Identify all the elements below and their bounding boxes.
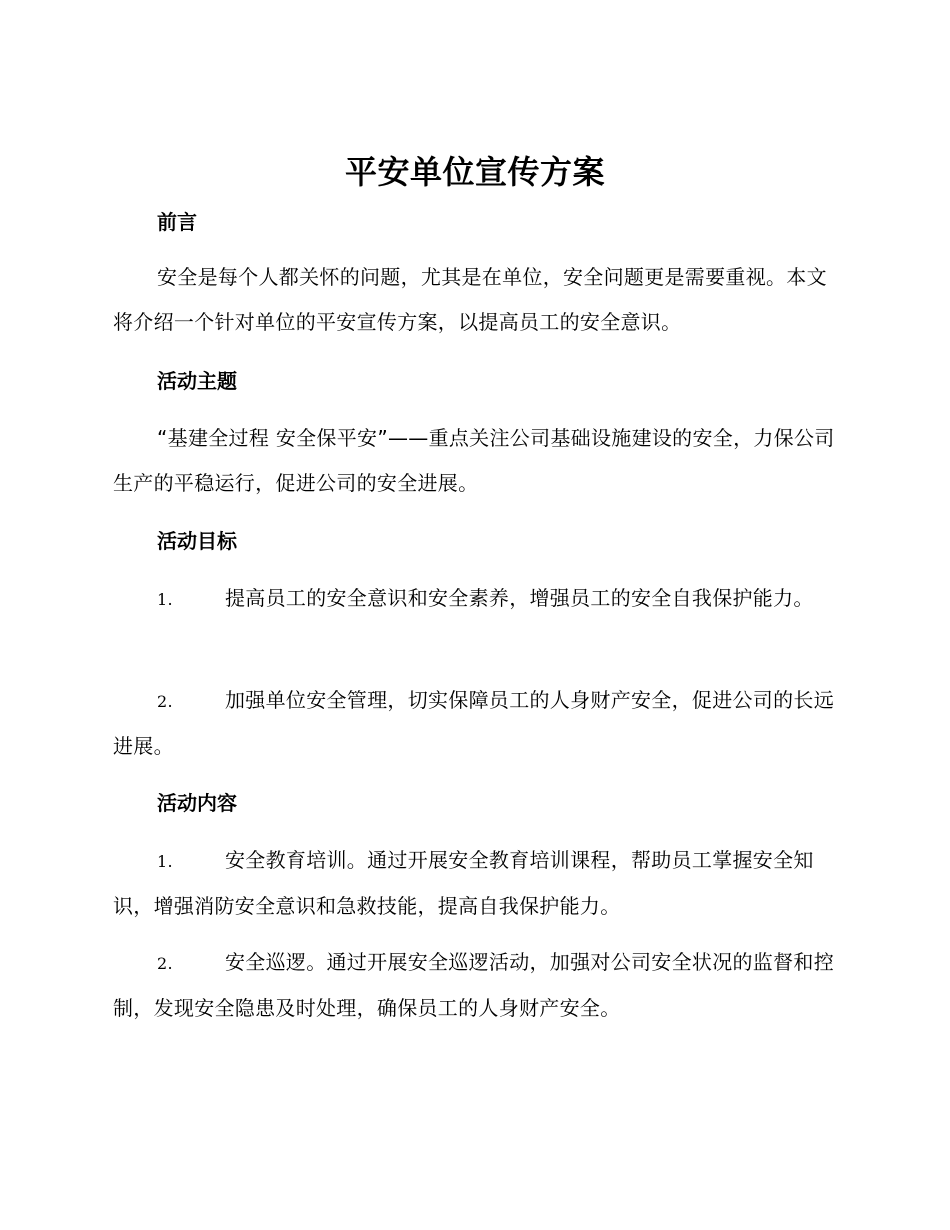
preface-paragraph: 安全是每个人都关怀的问题，尤其是在单位，安全问题更是需要重视。本文将介绍一个针对单位的平安宣传方案，以提高员工的安全意识。	[113, 265, 827, 334]
list-item-text: 加强单位安全管理，切实保障员工的人身财产安全，促进公司的长远进展。	[113, 688, 834, 758]
content-item	[113, 940, 838, 1031]
list-number: 2.	[157, 954, 173, 973]
content-item	[113, 838, 838, 929]
section-heading-content: 活动内容	[157, 791, 237, 815]
document-title: 平安单位宣传方案	[344, 153, 605, 191]
section-heading-goals: 活动目标	[157, 529, 237, 553]
goal-item	[113, 576, 838, 622]
list-item-text: 安全巡逻。通过开展安全巡逻活动，加强对公司安全状况的监督和控制，发现安全隐患及时处理，确保员工的人身财产安全。	[113, 950, 834, 1020]
list-number: 1.	[157, 852, 173, 871]
section-heading-preface: 前言	[157, 210, 197, 234]
list-item-text: 提高员工的安全意识和安全素养，增强员工的安全自我保护能力。	[225, 586, 814, 610]
list-item-text: 安全教育培训。通过开展安全教育培训课程，帮助员工掌握安全知识，增强消防安全意识和急救技能，提高自我保护能力。	[113, 848, 814, 918]
section-heading-theme: 活动主题	[157, 369, 237, 393]
list-number: 1.	[157, 590, 173, 609]
list-number: 2.	[157, 692, 173, 711]
theme-paragraph: “基建全过程 安全保平安”——重点关注公司基础设施建设的安全，力保公司生产的平稳运行，促进公司的安全进展。	[113, 426, 835, 495]
goal-item	[113, 678, 838, 769]
